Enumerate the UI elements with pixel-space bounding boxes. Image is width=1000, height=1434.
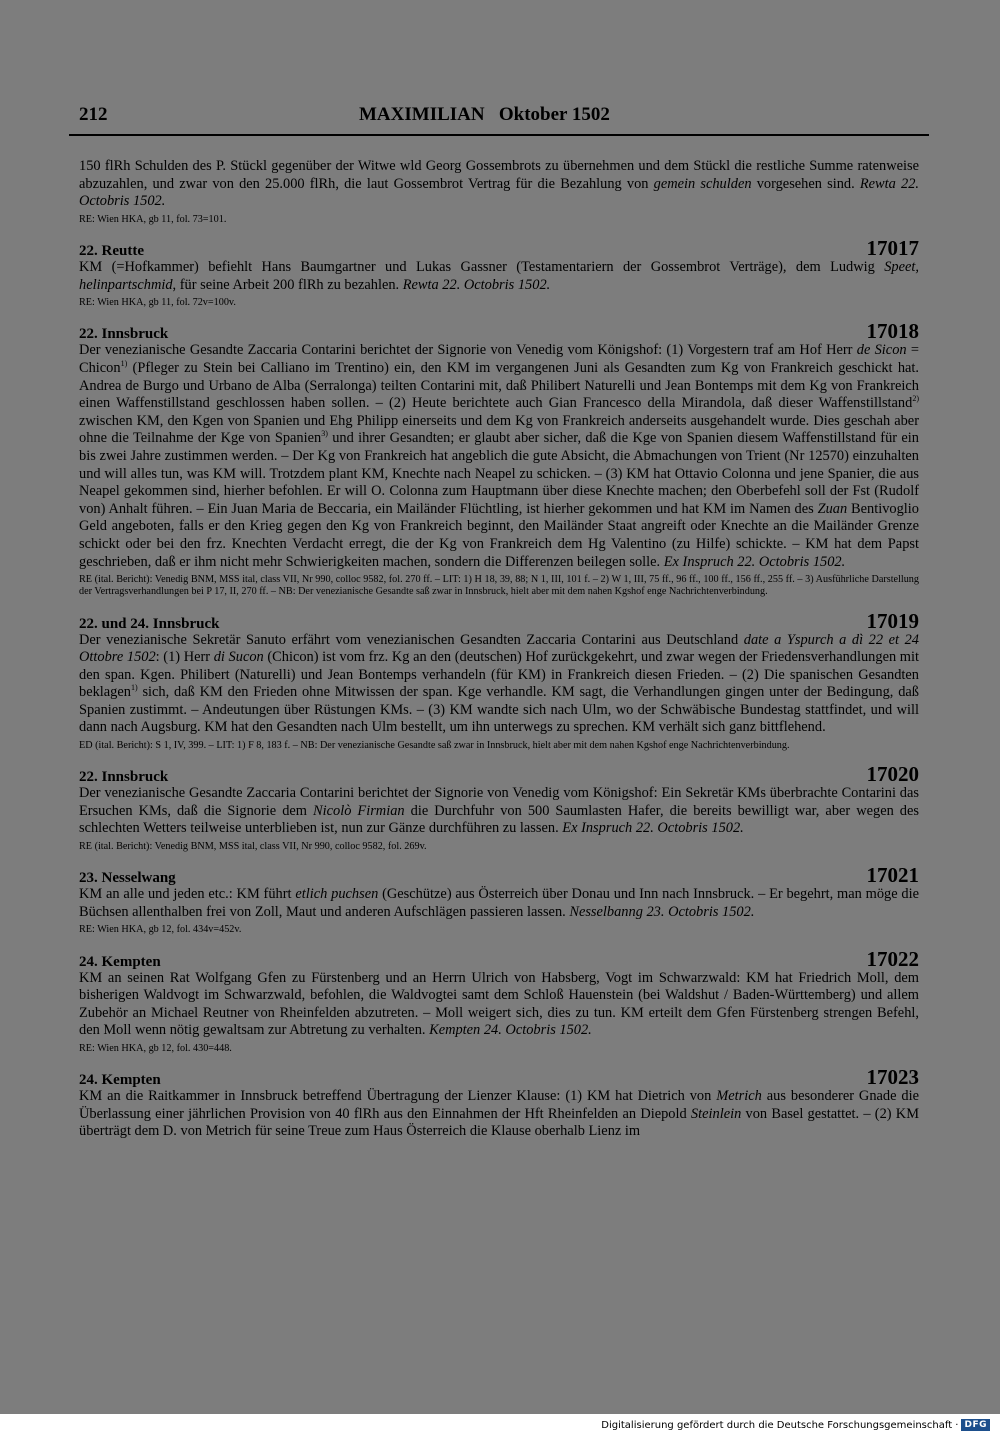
entry-number: 17017 [866,235,919,260]
entry-date: 22. Innsbruck [79,769,169,786]
entry-number: 17019 [866,608,919,633]
entry-date: 22. und 24. Innsbruck [79,615,220,632]
entry-body: KM an die Raitkammer in Innsbruck betreffend Übertragung der Lienzer Klause: (1) KM hat Dietrich von Metrich aus besonderer Gnade die Überlassung einer jährlichen Provision von 40 flRh aus den Einnahmen der Hft Rheinfelden an Diepold Steinlein von Basel gestattet. – (2) KM überträgt dem D. von Metrich für seine Treue zum Haus Österreich die Klause oberhalb Lienz im [79,1088,919,1140]
entry-number: 17020 [866,762,919,787]
page-header [79,104,919,134]
entry-body: Der venezianische Gesandte Zaccaria Contarini berichtet der Signorie von Venedig vom Königshof: (1) Vorgestern traf am Hof Herr de Sicon = Chicon$^{1)}$ (Pfleger zu Stein bei Calliano im Trentino) ein, den KM im vergangenen Juni als Gesandten zum Kg von Frankreich geschickt hat. Andrea de Burgo und Urbano de Alba (Serralonga) teilten Contarini mit, daß Philibert Naturelli und Jean Bontemps mit dem Kg von Frankreich einen Waffenstillstand geschlossen haben sollen. – (2) Heute berichtete auch Gian Francesco della Mirandola, daß dieser Waffenstillstand$^{2)}$ zwischen KM, den Kgen von Spanien und Ehg Philipp einerseits und dem Kg von Frankreich anderseits ausgehandelt wurde. Dies geschah aber ohne die Teilnahme der Kge von Spanien$^{3)}$ und ihrer Gesandten; er glaubt aber sicher, daß die Kge von Spanien diesem Waffenstillstand für ein bis zwei Jahre zustimmen werden. – Der Kg von Frankreich hat angeblich die gute Absicht, die Abmachungen von Trient (Nr 12570) einzuhalten und will alles tun, was KM will. Trotzdem plant KM, Knechte nach Neapel zu schicken. – (3) KM hat Ottavio Colonna und jene Spanier, die aus Neapel gekommen sind, hierher befohlen. Er will O. Colonna zum Hauptmann über diese Knechte machen; den Oberbefehl soll der Fst (Rudolf von) Anhalt führen. – Ein Juan Maria de Beccaria, ein Mailänder Flüchtling, ist hierher gekommen und hat KM im Namen des Zuan Bentivoglio Geld angeboten, falls er den Krieg gegen den Kg von Frankreich beginnt, den Mailänder Staat angreift oder Knechte an die Mailänder Grenze schickt oder bei den frz. Knechten Verdacht erregt, die der Kg von Frankreich dem Hg Valentino (zu Hilfe) schickte. – KM hat dem Papst geschrieben, daß er ihm nicht mehr Schwierigkeiten machen, sondern die Differenzen beilegen solle. Ex Inspruch 22. Octobris 1502. [79,342,919,570]
footer-text: Digitalisierung gefördert durch die Deutsche Forschungsgemeinschaft · [601,1419,959,1431]
entry-body: Der venezianische Gesandte Zaccaria Contarini berichtet der Signorie von Venedig vom Königshof: Ein Sekretär KMs überbrachte Contarini das Ersuchen KMs, daß die Signorie dem Nicolò Firmian die Durchfuhr von 500 Saumlasten Hafer, die bereits bewilligt war, aber wegen des schlechten Wetters teilweise unterblieben ist, nun zur Gänze durchführen zu lassen. Ex Inspruch 22. Octobris 1502. [79,785,919,837]
entry-source: ED (ital. Bericht): S 1, IV, 399. – LIT: 1) F 8, 183 f. – NB: Der venezianische Gesandte saß zwar in Innsbruck, hielt aber mit dem nahen Kgshof enge Nachrichtenverbindung. [79,740,790,752]
entry-heading [79,235,919,260]
calendar-entry [79,608,919,753]
calendar-entry [79,946,919,1056]
entry-source: RE: Wien HKA, gb 11, fol. 73=101. [79,213,227,225]
calendar-entry [79,1067,919,1141]
entry-date: 22. Innsbruck [79,326,169,343]
entry-list [79,235,919,1141]
calendar-entry [79,321,919,598]
entry-heading [79,608,919,633]
entry-heading [79,1067,919,1089]
entry-heading [79,321,919,343]
entry-source: RE: Wien HKA, gb 11, fol. 72v=100v. [79,297,236,309]
calendar-entry [79,764,919,853]
running-title: MAXIMILIAN Oktober 1502 [359,104,610,125]
entry-heading [79,764,919,786]
calendar-entry [79,235,919,309]
header-rule [69,134,929,136]
entry-body: KM (=Hofkammer) befiehlt Hans Baumgartner und Lukas Gassner (Testamentariern der Gossembrot Verträge), dem Ludwig Speet, helinpartschmid, für seine Arbeit 200 flRh zu bezahlen. Rewta 22. Octobris 1502. [79,258,919,293]
entry-source: RE (ital. Bericht): Venedig BNM, MSS ital, class VII, Nr 990, colloc 9582, fol. 269v. [79,841,427,853]
page-number: 212 [79,104,108,125]
dfg-logo: DFG [961,1419,990,1431]
entry-body: Der venezianische Sekretär Sanuto erfährt vom venezianischen Gesandten Zaccaria Contarini aus Deutschland date a Yspurch a dì 22 et 24 Ottobre 1502: (1) Herr di Sucon (Chicon) ist vom frz. Kg an den (deutschen) Hof zurückgekehrt, und zwar wegen der Friedensverhandlungen mit den span. Kgen. Philibert (Naturelli) und Jean Bontemps verhandeln (für KM) in Frankreich diesen Frieden. – (2) Die spanischen Gesandten beklagen$^{1)}$ sich, daß KM den Frieden ohne Mitwissen der span. Kge verhandle. KM sagt, die Verhandlungen gingen unter der Bedingung, daß Spanien zustimmt. – Andeutungen über Rüstungen KMs. – (3) KM wandte sich nach Ulm, wo der Schwäbische Bundestag stattfindet, und will dann nach Augsburg. KM hat den Gesandten nach Ulm bestellt, um ihn unterwegs zu sprechen. KM verhält sich ganz bittflehend. [79,631,919,736]
continued-entry [79,158,919,226]
entry-date: 22. Reutte [79,242,144,259]
entry-heading [79,865,919,887]
entry-date: 24. Kempten [79,1072,161,1089]
entry-body: KM an seinen Rat Wolfgang Gfen zu Fürstenberg und an Herrn Ulrich von Habsberg, Vogt im Schwarzwald: KM hat Friedrich Moll, dem bisherigen Waldvogt im Schwarzwald, befohlen, die Waldvogtei samt dem Schloß Hauenstein (bei Waldshut / Baden-Württemberg) und allem Zubehör an Michael Reutner von Rheinfelden abzutreten. – Moll weigert sich, dies zu tun. KM erteilt dem Gfen Fürstenberg strengen Befehl, den Moll wenn nötig gewaltsam zur Abtretung zu verhalten. Kempten 24. Octobris 1502. [79,969,919,1039]
entry-number: 17018 [866,319,919,344]
entry-source: RE: Wien HKA, gb 12, fol. 430=448. [79,1043,232,1055]
entry-heading [79,946,919,971]
entry-number: 17023 [866,1065,919,1090]
entry-number: 17022 [866,946,919,971]
page-content [79,104,919,1153]
entry-source: RE (ital. Bericht): Venedig BNM, MSS ital, class VII, Nr 990, colloc 9582, fol. 270 ff. – LIT: 1) H 18, 39, 88; N 1, III, 101 f. – 2) W 1, III, 75 ff., 96 ff., 100 ff., 156 ff., 255 ff. – 3) Ausführliche Darstellung der Vertragsverhandlungen bei P 17, II, 270 ff. – NB: Der venezianische Gesandte saß zwar in Innsbruck, hielt aber mit dem nahen Kgshof enge Nachrichtenverbindung. [79,574,919,598]
entry-date: 24. Kempten [79,953,161,970]
entry-source: RE: Wien HKA, gb 12, fol. 434v=452v. [79,924,242,936]
entry-date: 23. Nesselwang [79,870,176,887]
entry-number: 17021 [866,863,919,888]
entry-body: 150 flRh Schulden des P. Stückl gegenüber der Witwe wld Georg Gossembrots zu übernehmen und dem Stückl die restliche Summe ratenweise abzuzahlen, und zwar von den 25.000 flRh, die laut Gossembrot Vertrag für die Bezahlung von gemein schulden vorgesehen sind. Rewta 22. Octobris 1502. [79,158,919,210]
calendar-entry [79,865,919,936]
funding-footer [601,1419,990,1431]
entry-body: KM an alle und jeden etc.: KM führt etlich puchsen (Geschütze) aus Österreich über Donau und Inn nach Innsbruck. – Er begehrt, man möge die Büchsen allenthalben frei von Zoll, Maut und anderen Aufschlägen passieren lassen. Nesselbanng 23. Octobris 1502. [79,886,919,920]
